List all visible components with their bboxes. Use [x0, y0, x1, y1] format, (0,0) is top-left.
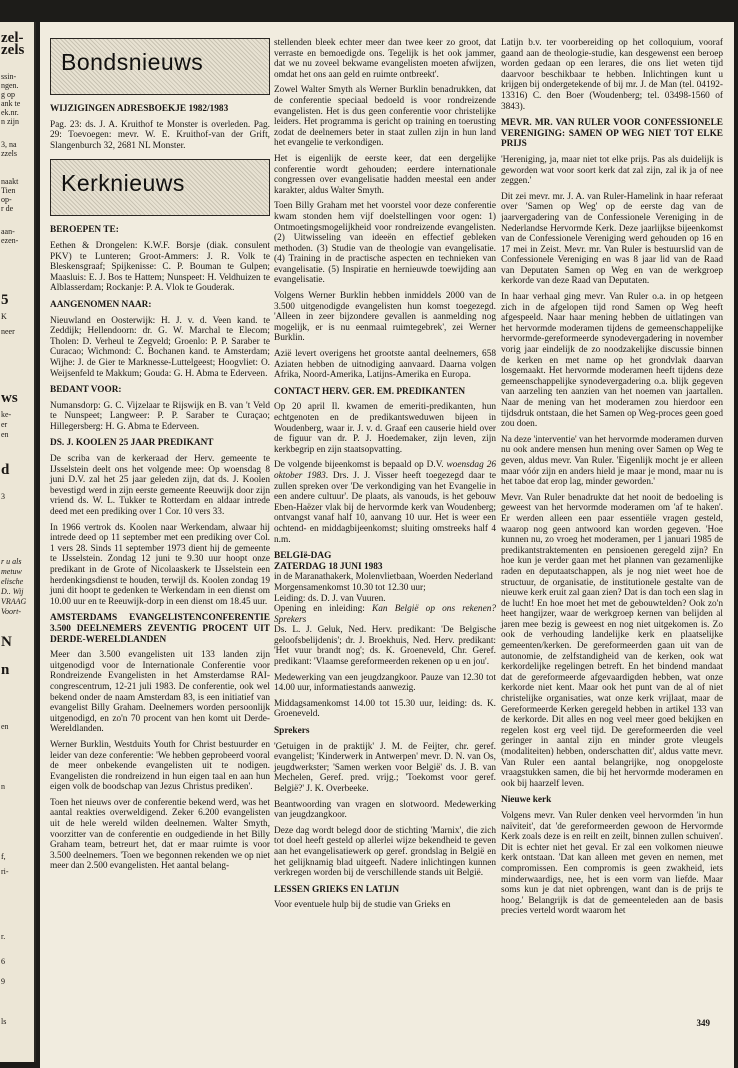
left-page-fragment: 5	[1, 292, 9, 308]
belgie-pause: Medewerking van een jeugdzangkoor. Pauze van 12.30 tot 14.00 uur, informatiestands aanwezig.	[274, 672, 496, 694]
amsterdam-heading: AMSTERDAMS EVANGELISTENCONFERENTIE 3.500 DEELNEMERS ZEVENTIG PROCENT UIT DERDE-WERELDLANDEN	[50, 613, 270, 645]
left-page-fragment: Tien	[1, 186, 16, 195]
nieuwe-kerk-paragraph: Volgens mevr. Van Ruler denken veel hervormden 'in hun naïviteit', dat 'de gereformeerden gewoon de Hervormde Kerk zoals deze is en reilt en zeilt, binnen zullen schuiven'. Dit is echter niet het geval. Er zal een volkomen nieuwe kerk ontstaan. 'Dat kan alleen met geven en nemen, met compromissen. Een compromis is geen zwakheid, iets minderwaardigs, nee, het is een vorm van liefde. Maar soms kun je dat niet opbrengen, want dan is de prijs te hoog.' Belangrijk is dat de gemeenteleden aan de basis precies verteld wordt waarom het	[501, 810, 723, 917]
left-page-fragment: op-	[1, 195, 12, 204]
left-page-fragment: r de	[1, 204, 14, 213]
left-page-fragment: n	[1, 782, 5, 791]
col2-paragraph-3: Het is eigenlijk de eerste keer, dat een dergelijke conferentie wordt gehouden; eerdere internationale congressen over evangelisatie hadden meestal een ander karakter, aldus Walter Smyth.	[274, 153, 496, 196]
adres-text: Pag. 23: ds. J. A. Kruithof te Monster is overleden. Pag. 29: Toevoegen: mevr. W. E. Kruithof-van der Grift, Slangenburch 32, 2681 NL Monster.	[50, 119, 270, 151]
left-page-fragment: ssin-	[1, 72, 17, 81]
left-page-fragment: en	[1, 722, 9, 731]
koolen-paragraph-1: De scriba van de kerkeraad der Herv. gemeente te IJsselstein deelt ons het volgende mee: Op woensdag 8 juni D.V. zal het 25 jaar geleden zijn, dat ds. J. Koolen bevestigd werd in zijn eerste gemeente Reeuwijk door zijn vriend ds. W. L. Tukker te Rotterdam en aldaar intrede deed met een prediking over 1 Cor. 10 vers 33.	[50, 454, 270, 518]
aangenomen-text: Nieuwland en Oosterwijk: H. J. v. d. Veen kand. te Zeddijk; Hellendoorn: dr. G. W. Marchal te Elecom; Tholen: D. Verheul te Zegveld; Groenlo: P. P. Saraber te Curacao; Wichmond: C. Bochanen kand. te Amsterdam; Wijhe: J. de Gier te Marknesse-Luttelgeest; Hoogvliet: O. Weijsenfeld te Makkum; Gouda: G. H. Abma te Ederveen.	[50, 315, 270, 379]
adres-heading: WIJZIGINGEN ADRESBOEKJE 1982/1983	[50, 104, 229, 114]
beroepen-heading: BEROEPEN TE:	[50, 225, 119, 236]
ruler-paragraph-4: Na deze 'interventie' van het hervormde moderamen durven nu ook andere mensen hun mening over Samen op Weg te geven, aldus mevr. Van Ruler. 'Eigenlijk mocht je er alleen maar vóór zijn en anders hield je maar je mond, maar nu is het taboe dat erop lag, minder geworden.'	[501, 434, 723, 488]
contact-paragraph-2	[274, 460, 496, 545]
left-page-fragment: N	[1, 634, 12, 650]
ruler-paragraph-5: Mevr. Van Ruler benadrukte dat het nooit de bedoeling is geweest van het hervormde moderamen om 'af te haken'. Er werden alleen een paar essentiële vragen gesteld, waarop nog geen antwoord kan worden gegeven. 'Hoe kunnen nu, zo vroeg het moderamen, per 1 januari 1985 de predikantstraktementen en pensioenen geregeld zijn? En hoe kun je verder gaan met het plannen van gezamenlijke raden en deputaatschappen, als je nog niet weet hoe de structuur, de organisatie, de institutionele gestalte van de nieuwe kerk eruit zal gaan zien? Dat is dan toch een slag in de lucht! En hoe moet het met de gebouwtelden? Ook zo'n heet hangijzer, waar de werkgroep kernen van belijden al jaren mee bezig is geweest en nog niet uitgekomen is. Zo ook de verhouding landelijke kerk en plaatselijke gemeenten/kerken. De gereformeerden gaan uit van de autonomie, de zelfstandigheid van de kerken, ook wat kerkordelijke regelingen betreft. En het bindend mandaat dat de gereformeerde afgevaardigden hebben, wat onze kerkorde niet kent. Maar ook het punt van de al of niet christelijke organisaties, wat onze kerk vrijlaat, maar de Gereformeerde Kerken geregeld hebben in artikel 133 van de kerkorde. Dit alles en nog veel meer goed bekijken en regelen kost erg veel tijd. De gereformeerden die veel geringer in aantal zijn en minder grote vleugels (modaliteiten) hebben, onderschatten dit', aldus vatte mevr. Van Ruler een aantal belangrijke, nog onopgeloste vraagstukken samen, die bij het hervormde moderamen en ook bij haarzelf leven.	[501, 492, 723, 789]
column-3	[501, 38, 723, 922]
left-page-fragment: zzels	[1, 149, 17, 158]
left-page-fragment: ank te	[1, 99, 21, 108]
left-page-fragment: 3, na	[1, 140, 17, 149]
koolen-heading: DS. J. KOOLEN 25 JAAR PREDIKANT	[50, 438, 214, 449]
left-page-fragment: 3	[1, 492, 5, 501]
ruler-heading: MEVR. MR. VAN RULER VOOR CONFESSIONELE VERENIGING: SAMEN OP WEG NIET TOT ELKE PRIJS	[501, 118, 723, 150]
bondsnieuws-banner	[50, 38, 270, 95]
col2-paragraph-4: Toen Billy Graham met het voorstel voor deze conferentie kwam stonden hem vijf doelstellingen voor ogen: 1) Ontmoetingsmogelijkheid voor rondreizende evangelisten. (2) Uitwisseling van ideeën en effectief gebleken methoden. (3) Studie van de theologie van evangelisatie. (4) Training in de practische aspecten en technieken van evangelisatie. (5) Inspiratie en hernieuwde toewijding aan evangelisatie.	[274, 201, 496, 286]
belgie-opening	[274, 604, 496, 625]
left-page-fragment: ls	[1, 1017, 7, 1026]
sprekers-paragraph-1: 'Getuigen in de praktijk' J. M. de Feijter, chr. geref. evangelist; 'Kinderwerk in Antwerpen' mevr. D. N. van Os, jeugdwerkster; 'Samen werken voor België' ds. J. B. van Mechelen, Geref. pred. vrijg.; 'Toekomst voor geref. België?' J. K. Overbeeke.	[274, 741, 496, 794]
sprekers-heading: Sprekers	[274, 726, 310, 737]
left-page-fragment: D.. Wij	[1, 587, 24, 596]
contact-p2-end: . Drs. J. J. Visser heeft toegezegd daar te zullen spreken over 'De verkondiging van het Evangelie in een andere cultuur'. De plaats, als vanouds, is het gebouw Eben-Haëzer vlak bij de hervormde kerk van Woudenberg; ontvangst vanaf half 10, aanvang 10 uur. Het is weer een ochtend- en middagbijeenkomst; sluiting omstreeks half 4 n.m.	[274, 470, 496, 545]
left-page-fragment: K	[1, 312, 7, 321]
column-2	[274, 38, 496, 916]
left-page-fragment: r.	[1, 932, 6, 941]
belgie-date-heading: ZATERDAG 18 JUNI 1983	[274, 561, 383, 572]
left-page-fragment: ngen.	[1, 81, 19, 90]
left-page-fragment: f,	[1, 852, 6, 861]
contact-heading: CONTACT HERV. GER. EM. PREDIKANTEN	[274, 386, 466, 397]
left-page-fragment: ri-	[1, 867, 9, 876]
left-page-fragment: ezen-	[1, 236, 19, 245]
belgie-speakers: Ds. L. J. Geluk, Ned. Herv. predikant: 'De Belgische geloofsbelijdenis'; dr. J. Broekhuis, Ned. Herv. predikant: 'Het vuur brandt nog'; ds. K. Groeneveld, Chr. Geref. predikant: 'Vlaamse gereformeerden rekenen op u en jou'.	[274, 625, 496, 668]
left-page-fragment: d	[1, 462, 10, 478]
bedankt-text: Numansdorp: G. C. Vijzelaar te Rijswijk en B. van 't Veld te Nunspeet; Langweer: P. P. Saraber te Curaçao; Hillegersberg: H. G. Abma te Ederveen.	[50, 400, 270, 432]
lessen-paragraph-1: Voor eventuele hulp bij de studie van Grieks en	[274, 900, 451, 911]
left-page-fragment: naakt	[1, 177, 19, 186]
ruler-paragraph-3: In haar verhaal ging mevr. Van Ruler o.a. in op hetgeen zich in de afgelopen tijd rond Samen op Weg heeft afgespeeld. Naar haar mening hebben de uitlatingen van het hervormde moderamen tijdens de gemeenschappelijke hervormde-gereformeerde synodevergadering in november vorig jaar eindelijk de zo noodzakelijke discussie binnen de kerken en met name op het grondvlak daarvan losgemaakt. Het hervormde moderamen heeft tijdens deze gemeenschappelijke synodevergadering o.a. blijk gegeven van aarzeling ten aanzien van het noemen van jaartallen. Naar de mening van het moderamen zou hierdoor een tijdsdruk ontstaan, die het Samen op Weg-proces geen goed zou doen.	[501, 292, 723, 430]
ruler-paragraph-1: 'Hereniging, ja, maar niet tot elke prijs. Pas als duidelijk is geworden wat voor soort kerk dat zal zijn, zal ik ja of nee zeggen.'	[501, 154, 723, 187]
amsterdam-paragraph-3: Toen het nieuws over de conferentie bekend werd, was het aantal reakties overweldigend. Zeker 6.200 evangelisten uit de hele wereld wilden deelnemen. Walter Smyth, voorzitter van de conferentie en oudgediende in het Billy Graham team, betreurt het, dat er maar ruimte is voor 3.500 deelnemers. 'Toen we begonnen rekenden we op niet meer dan 2.500 evangelisten. Het aantal belang-	[50, 797, 270, 872]
left-page-fragment: neer	[1, 327, 15, 336]
left-page-fragment: er	[1, 420, 8, 429]
belgie-morning: Morgensamenkomst 10.30 tot 12.30 uur;	[274, 582, 426, 593]
left-page-fragment: Voort-	[1, 607, 21, 616]
left-page-fragment: VRAAG	[1, 597, 27, 606]
left-page-fragment: zel-	[1, 30, 24, 46]
left-page-fragment: elische	[1, 577, 24, 586]
contact-paragraph-1: Op 20 april Il. kwamen de emeriti-predikanten, hun echtgenoten en de predikantsweduwen bijeen in Woudenberg, waar ir. J. v. d. Graaf een causerie hield over de figuur van dr. P. J. Hoedemaker, zijn leven, zijn kerkbegrip en zijn staatsopvatting.	[274, 402, 496, 455]
adjacent-page-margin	[0, 22, 36, 1062]
aangenomen-heading: AANGENOMEN NAAR:	[50, 299, 152, 310]
left-page-fragment: en	[1, 430, 9, 439]
col2-paragraph-1: stellenden bleek echter meer dan twee keer zo groot, dat verraste en bemoedigde ons. Tegelijk is het ook jammer, dat we nu zoveel bekwame evangelisten moeten afwijzen, omdat het ons aan geld en ruimte ontbreekt'.	[274, 38, 496, 80]
left-page-fragment: r u als	[1, 557, 22, 566]
belgie-location: in de Maranathakerk, Molenvlietbaan, Woerden Nederland	[274, 572, 493, 583]
sprekers-paragraph-3: Deze dag wordt belegd door de stichting 'Marnix', die zich tot doel heeft gesteld op allerlei wijze bekendheid te geven aan het evangelisatiewerk op geref. grondslag in België en het gelijknamig blad uitgeeft. Nadere inlichtingen kunnen verkregen worden bij de verschillende stands uit België.	[274, 825, 496, 879]
kerknieuws-title: Kerknieuws	[61, 170, 185, 197]
left-page-fragment: n	[1, 662, 10, 678]
left-page-fragment: metuw	[1, 567, 22, 576]
contact-p2-start: De volgende bijeenkomst is bepaald op D.V.	[274, 460, 447, 471]
lessen-heading: LESSEN GRIEKS EN LATIJN	[274, 884, 400, 895]
koolen-paragraph-2: In 1966 vertrok ds. Koolen naar Werkendam, alwaar hij intrede deed op 11 september met een prediking over Col. 1 vers 28. Sinds 11 september 1973 dient hij de gemeente te IJsselstein. Zondag 12 juni te 9.30 uur hoopt onze predikant in de Grote of Nicolaaskerk te IJsselstein een herdenkingsdienst te houden, terwijl ds. Koolen zondag 19 juni dit hoopt te gedenken te Werkendam in een dienst om 10.00 uur en te Reeuwijk-dorp in een dienst om 18.45 uur.	[50, 522, 270, 607]
belgie-opening-title: Kan België op ons rekenen? Sprekers	[274, 604, 496, 625]
nieuwe-kerk-heading: Nieuwe kerk	[501, 795, 552, 806]
magazine-page	[40, 22, 734, 1068]
col3-paragraph-1: Latijn b.v. ter voorbereiding op het colloquium, vooraf gaand aan de theologie-studie, kan desgewenst een beroep worden gedaan op een lerares, die ons liet weten tijd daarvoor beschikbaar te hebben. Inlichtingen kunt u krijgen bij ondergetekende of bij mr. J. de Man (tel. 04192-13316) C. den Boer (Woudenberg; tel. 03498-1560 of 3843).	[501, 38, 723, 112]
beroepen-text: Eethen & Drongelen: K.W.F. Borsje (diak. consulent PKV) te Lunteren; Groot-Ammers: J. R. Volk te Bleskensgraaf; Spijkenisse: C. P. Bouman te Gulpen; Maasluis: E. J. Bos te Hattem; Nunspeet: H. Veldhuizen te Alblasserdam; Rockanje: P. A. Vlok te Gouderak.	[50, 240, 270, 294]
page-number: 349	[696, 1018, 710, 1028]
col2-paragraph-6: Azië levert overigens het grootste aantal deelnemers, 658 Aziaten hebben de uitnodiging aanvaard. Daarna volgen Afrika, Noord-Amerika, Latijns-Amerika en Europa.	[274, 349, 496, 381]
left-page-fragment: 9	[1, 977, 5, 986]
amsterdam-paragraph-2: Werner Burklin, Westduits Youth for Christ bestuurder en leider van deze conferentie: 'We hebben geprobeerd vooral de meer onbekende evangelisten uit te nodigen. Evangelisten die rondreizend in hun eigen taal en aan hun eigen volk de boodschap van Jezus Christus prediken'.	[50, 739, 270, 793]
sprekers-paragraph-2: Beantwoording van vragen en slotwoord. Medewerking van jeugdzangkoor.	[274, 799, 496, 821]
amsterdam-paragraph-1: Meer dan 3.500 evangelisten uit 133 landen zijn uitgenodigd voor de Internationale Conferentie voor Rondreizende Evangelisten in het Amsterdamse RAI-congrescentrum, 12-21 juli 1983. De conferentie, ook wel bekend onder de naam Amsterdam 83, is een initiatief van evangelist Billy Graham. Deelnemers worden persoonlijk uitgenodigd, en zo'n 70 procent van hen komt uit Derde-Wereldlanden.	[50, 650, 270, 735]
belgie-afternoon: Middagsamenkomst 14.00 tot 15.30 uur, leiding: ds. K. Groeneveld.	[274, 698, 496, 720]
col2-paragraph-2: Zowel Walter Smyth als Werner Burklin benadrukken, dat de conferentie speciaal bedoeld is voor rondreizende evangelisten. Het is dus geen conferentie voor christelijke leiders. Het programma is gericht op training en toerusting zodat de deelnemers beter in staat zullen zijn in hun land het evangelie te verkondigen.	[274, 85, 496, 149]
left-page-fragment: 6	[1, 957, 5, 966]
left-page-fragment: ws	[1, 390, 18, 406]
belgie-heading: BELGIë-DAG	[274, 551, 332, 562]
left-page-fragment: n zijn	[1, 117, 19, 126]
belgie-opening-label: Opening en inleiding:	[274, 604, 373, 615]
ruler-paragraph-2: Dit zei mevr. mr. J. A. van Ruler-Hamelink in haar referaat over 'Samen op Weg' op de eerste dag van de jaarvergadering van de Confessionele Vereniging in de Nederlandse Hervormde Kerk. Deze jaarlijkse bijeenkomst van de Confessionele Vereniging werd gehouden op 16 en 17 mei in Zeist. Mevr. mr. Van Ruler is bestuurslid van de Confessionele Vereniging en was 8 jaar lid van de Raad van Deputaten Samen op Weg en van de werkgroep kerkorde van deze Raad van Deputaten.	[501, 191, 723, 287]
contact-p2-date: woensdag 26 oktober 1983	[274, 460, 496, 481]
belgie-leiding: Leiding: ds. D. J. van Vuuren.	[274, 593, 386, 604]
col2-paragraph-5: Volgens Werner Burklin hebben inmiddels 2000 van de 3.500 uitgenodigde evangelisten hun komst toegezegd. 'Alleen in zeer bijzondere gevallen is aanmelding nog mogelijk, er is nu eenmaal ruimtegebrek', zei Werner Burklin.	[274, 291, 496, 344]
left-page-fragment: aan-	[1, 227, 15, 236]
left-page-fragment: zels	[1, 42, 25, 58]
left-page-fragment: ke-	[1, 410, 12, 419]
kerknieuws-banner	[50, 159, 270, 216]
bondsnieuws-title: Bondsnieuws	[61, 49, 204, 75]
left-page-fragment: ek.nr.	[1, 108, 19, 117]
bedankt-heading: BEDANT VOOR:	[50, 385, 122, 396]
left-page-fragment: g op	[1, 90, 15, 99]
column-1	[50, 38, 270, 877]
